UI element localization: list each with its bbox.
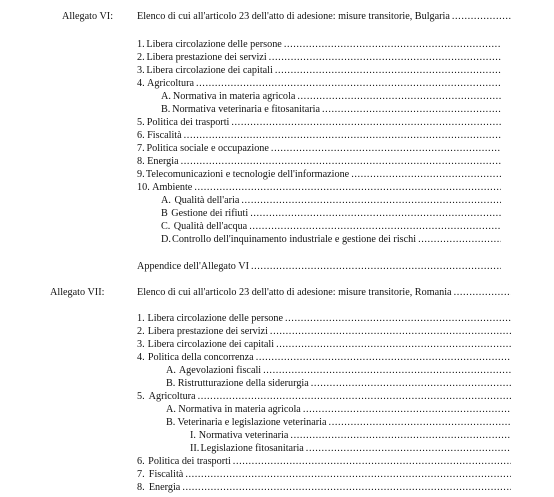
entry-number: 8.	[137, 482, 145, 493]
entry-number: 1.	[137, 39, 145, 50]
entry-title: Gestione dei rifiuti	[171, 208, 249, 219]
leader-dots	[311, 378, 511, 390]
entry-title: Agricoltura	[148, 391, 196, 402]
leader-dots	[452, 11, 511, 23]
entry-title: Ambiente	[152, 182, 193, 193]
toc-subsubentry[interactable]	[190, 443, 511, 455]
entry-number: 3.	[137, 339, 145, 350]
entry-title: Libera prestazione dei servizi	[146, 52, 267, 63]
entry-letter: A.	[166, 404, 176, 415]
toc-entry[interactable]	[137, 313, 511, 325]
annex-vi-title-text: Elenco di cui all'articolo 23 dell'atto di adesione: misure transitorie, Bulgaria	[137, 11, 450, 22]
leader-dots	[250, 208, 501, 220]
entry-number: 4.	[137, 352, 145, 363]
leader-dots	[249, 221, 501, 233]
leader-dots	[322, 104, 501, 116]
entry-title: Libera circolazione dei capitali	[146, 65, 273, 76]
leader-dots	[196, 78, 501, 90]
toc-entry[interactable]	[137, 52, 501, 64]
toc-subentry[interactable]	[166, 378, 511, 390]
toc-entry[interactable]	[137, 130, 501, 142]
entry-title: Libera circolazione delle persone	[147, 313, 283, 324]
leader-dots	[351, 169, 501, 181]
entry-letter: B.	[166, 417, 176, 428]
toc-entry[interactable]	[137, 326, 511, 338]
entry-roman: I.	[190, 430, 196, 441]
entry-title: Normativa in materia agricola	[172, 91, 296, 102]
entry-title: Normativa veterinaria e fitosanitaria	[172, 104, 321, 115]
annex-vi-appendix[interactable]	[137, 261, 501, 273]
entry-letter: A.	[161, 91, 171, 102]
entry-number: 6.	[137, 130, 145, 141]
toc-entry[interactable]	[137, 65, 501, 77]
entry-title: Libera circolazione delle persone	[146, 39, 282, 50]
annex-vii-title-text: Elenco di cui all'articolo 23 dell'atto di adesione: misure transitorie, Romania	[137, 287, 452, 298]
entry-title: Energia	[148, 482, 181, 493]
leader-dots	[184, 130, 501, 142]
leader-dots	[329, 417, 511, 429]
entry-title: Normativa veterinaria	[198, 430, 289, 441]
leader-dots	[256, 352, 511, 364]
annex-vi-title[interactable]	[137, 11, 511, 23]
leader-dots	[290, 430, 511, 442]
toc-subentry[interactable]	[161, 195, 501, 207]
toc-entry[interactable]	[137, 169, 501, 181]
entry-title: Fiscalità	[147, 130, 182, 141]
entry-title: Agevolazioni fiscali	[178, 365, 262, 376]
entry-title: Qualità dell'acqua	[173, 221, 248, 232]
toc-subentry[interactable]	[161, 221, 501, 233]
leader-dots	[303, 404, 511, 416]
entry-number: 2.	[137, 326, 145, 337]
entry-letter: B.	[166, 378, 176, 389]
toc-entry[interactable]	[137, 352, 511, 364]
leader-dots	[275, 65, 501, 77]
entry-letter: B.	[161, 104, 171, 115]
leader-dots	[251, 261, 501, 273]
toc-entry[interactable]	[137, 78, 501, 90]
entry-number: 10.	[137, 182, 150, 193]
entry-title: Politica dei trasporti	[146, 117, 230, 128]
leader-dots	[231, 117, 501, 129]
entry-number: 9.	[137, 169, 145, 180]
entry-title: Agricoltura	[147, 78, 194, 89]
toc-entry[interactable]	[137, 339, 511, 351]
leader-dots	[276, 339, 511, 351]
entry-title: Energia	[147, 156, 179, 167]
entry-title: Normativa in materia agricola	[178, 404, 301, 415]
entry-number: 3.	[137, 65, 145, 76]
leader-dots	[241, 195, 501, 207]
toc-subentry[interactable]	[166, 417, 511, 429]
leader-dots	[454, 287, 511, 299]
toc-entry[interactable]	[137, 391, 511, 403]
entry-title: Ristrutturazione della siderurgia	[177, 378, 309, 389]
entry-title: Telecomunicazioni e tecnologie dell'informazione	[145, 169, 350, 180]
entry-letter: A.	[166, 365, 176, 376]
toc-entry[interactable]	[137, 39, 501, 51]
entry-roman: II.	[190, 443, 200, 454]
toc-subentry[interactable]	[161, 104, 501, 116]
leader-dots	[269, 52, 501, 64]
leader-dots	[198, 391, 511, 403]
annex-vi-label: Allegato VI:	[62, 11, 114, 22]
entry-number: 1.	[137, 313, 145, 324]
leader-dots	[270, 326, 511, 338]
entry-title: Veterinaria e legislazione veterinaria	[177, 417, 327, 428]
entry-title: Politica dei trasporti	[148, 456, 231, 467]
entry-number: 2.	[137, 52, 145, 63]
entry-number: 8.	[137, 156, 145, 167]
leader-dots	[297, 91, 501, 103]
entry-number: 7.	[137, 143, 145, 154]
appendix-title: Appendice dell'Allegato VI	[137, 261, 249, 272]
leader-dots	[284, 39, 501, 51]
entry-title: Qualità dell'aria	[174, 195, 240, 206]
toc-entry[interactable]	[137, 469, 511, 481]
leader-dots	[194, 182, 501, 194]
entry-title: Fiscalità	[148, 469, 184, 480]
leader-dots	[182, 482, 511, 494]
leader-dots	[233, 456, 511, 468]
toc-subentry[interactable]	[166, 365, 511, 377]
entry-title: Libera prestazione dei servizi	[147, 326, 268, 337]
toc-subentry[interactable]	[166, 404, 511, 416]
entry-title: Controllo dell'inquinamento industriale e gestione dei rischi	[172, 234, 417, 245]
toc-entry[interactable]	[137, 482, 511, 494]
entry-title: Politica della concorrenza	[147, 352, 254, 363]
leader-dots	[306, 443, 511, 455]
toc-subsubentry[interactable]	[190, 430, 511, 442]
toc-entry[interactable]	[137, 156, 501, 168]
annex-vii-label: Allegato VII:	[50, 287, 105, 298]
toc-entry[interactable]	[137, 117, 501, 129]
leader-dots	[181, 156, 501, 168]
entry-number: 7.	[137, 469, 145, 480]
entry-number: 5.	[137, 391, 145, 402]
entry-letter: B	[161, 208, 168, 219]
entry-number: 4.	[137, 78, 145, 89]
toc-subentry[interactable]	[161, 91, 501, 103]
toc-subentry[interactable]	[161, 208, 501, 220]
leader-dots	[285, 313, 511, 325]
leader-dots	[185, 469, 511, 481]
leader-dots	[263, 365, 511, 377]
entry-number: 6.	[137, 456, 145, 467]
leader-dots	[271, 143, 501, 155]
leader-dots	[418, 234, 501, 246]
toc-entry[interactable]	[137, 182, 501, 194]
entry-letter: C.	[161, 221, 171, 232]
entry-title: Politica sociale e occupazione	[146, 143, 269, 154]
toc-entry[interactable]	[137, 143, 501, 155]
entry-title: Legislazione fitosanitaria	[200, 443, 304, 454]
entry-letter: A.	[161, 195, 171, 206]
annex-vii-title[interactable]	[137, 287, 511, 299]
toc-entry[interactable]	[137, 456, 511, 468]
entry-letter: D.	[161, 234, 171, 245]
entry-title: Libera circolazione dei capitali	[147, 339, 275, 350]
toc-subentry[interactable]	[161, 234, 501, 246]
entry-number: 5.	[137, 117, 145, 128]
